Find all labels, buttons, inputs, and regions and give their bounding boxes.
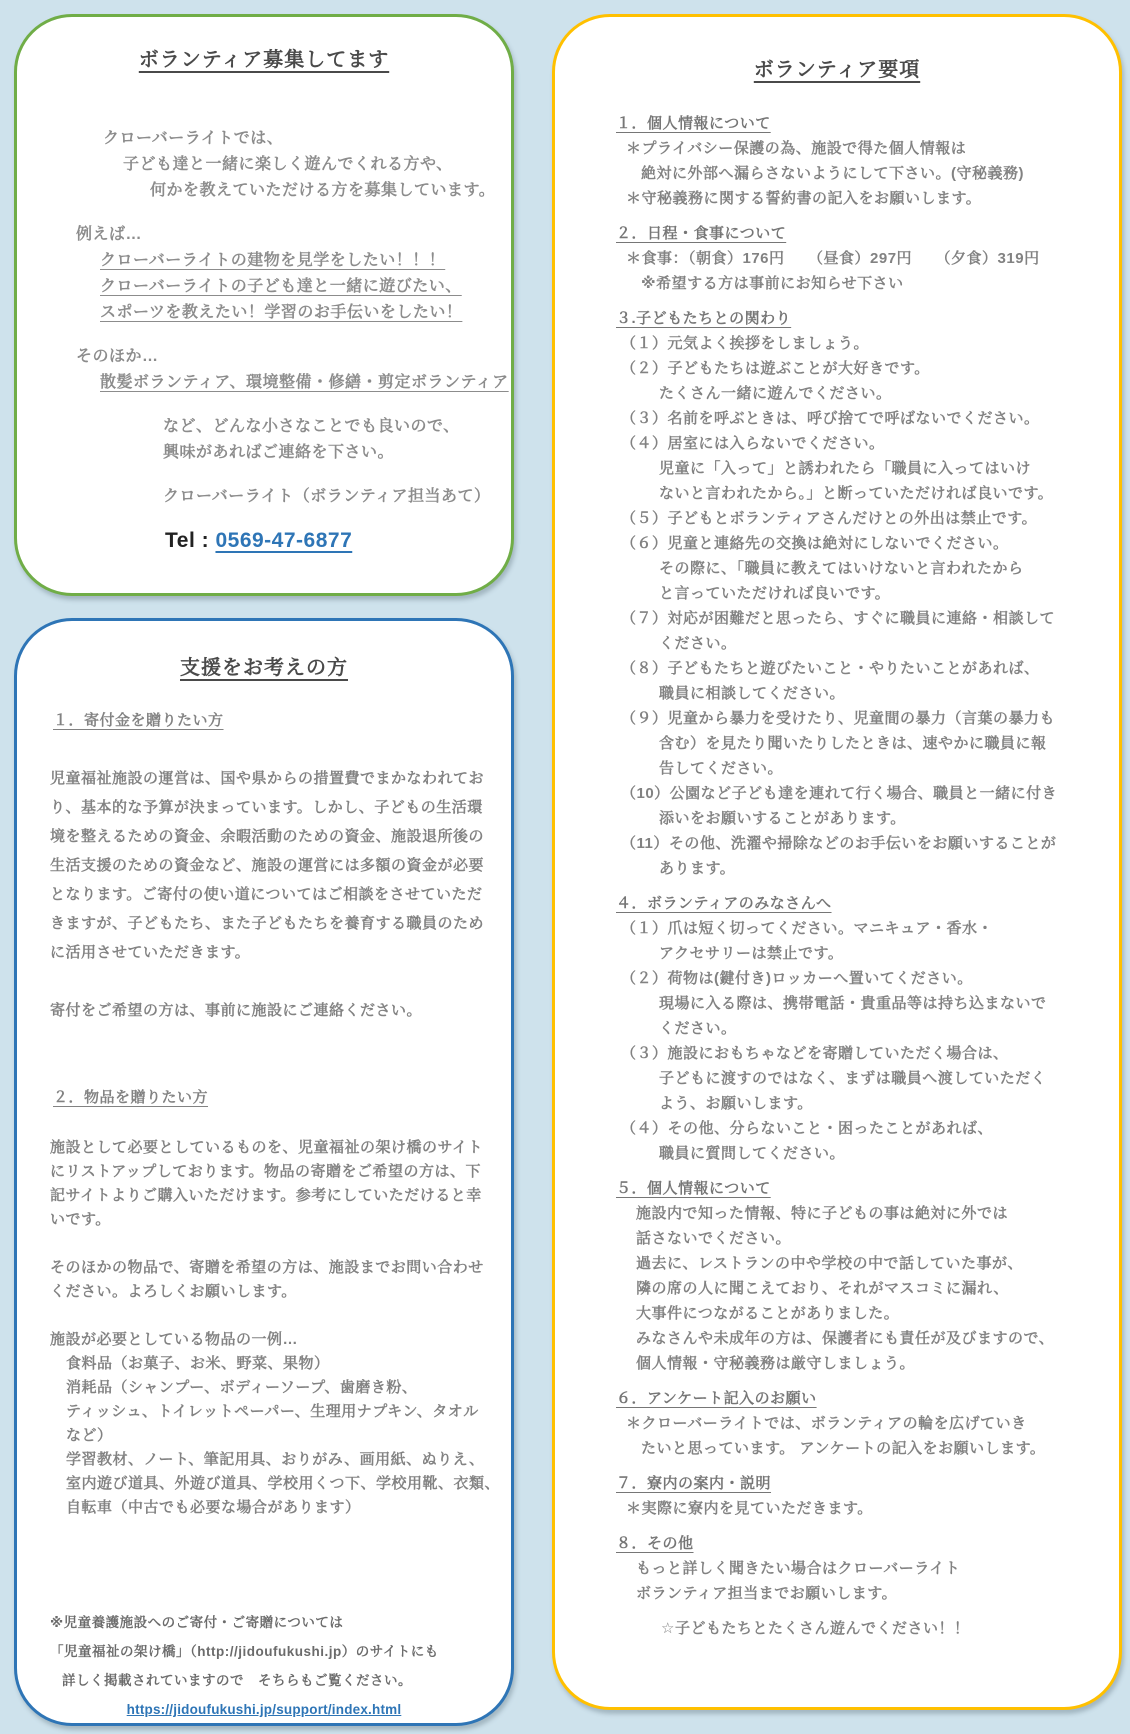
text-line: ２．物品を贈りたい方 [53,1089,209,1106]
text-line: たくさん一緒に遊んでください。 [659,385,892,402]
text-line: 個人情報・守秘義務は厳守しましょう。 [636,1355,916,1372]
text-line: ＊守秘義務に関する誓約書の記入をお願いします。 [626,190,982,207]
text-line: （１）爪は短く切ってください。マニキュア・香水・ [621,920,994,937]
text-line: クローバーライトでは、 [103,130,284,147]
text-line: ＊プライバシー保護の為、施設で得た個人情報は [626,140,967,157]
text-line: （10）公園など子ども達を連れて行く場合、職員と一緒に付き [621,785,1058,802]
text-line: 自転車（中古でも必要な場合があります） [66,1499,361,1516]
text-line [555,1521,1119,1531]
text-line [555,296,1119,306]
text-line: みなさんや未成年の方は、保護者にも責任が及びますので、 [636,1330,1055,1347]
text-line: ください。 [659,1020,737,1037]
text-line: 現場に入る際は、携帯電話・貴重品等は持ち込まないで [659,995,1047,1012]
text-line: そのほかの物品で、寄贈を希望の方は、施設までお問い合わせ [50,1259,484,1276]
text-line: ※児童養護施設へのご寄付・ご寄贈については [50,1615,344,1630]
text-line: 含む）を見たり聞いたりしたときは、速やかに職員に報 [659,735,1047,752]
text-line [17,396,511,414]
text-line [555,1606,1119,1616]
text-line: クローバーライトの建物を見学をしたい！！！ [100,252,446,269]
text-line: ※希望する方は事前にお知らせ下さい [641,275,904,292]
text-line: 施設が必要としている物品の一例… [50,1331,299,1348]
text-line: にリストアップしております。物品の寄贈をご希望の方は、下 [50,1163,482,1180]
text-line: 職員に質問してください。 [659,1145,846,1162]
text-line: （５）子どもとボランティアさんだけとの外出は禁止です。 [621,510,1038,527]
support-link-row [17,1701,511,1719]
text-line [50,967,511,996]
text-line: ボランティア担当までお願いします。 [636,1585,898,1602]
text-line: ください。 [659,635,737,652]
text-line: 散髪ボランティア、環境整備・修繕・剪定ボランティア [100,374,509,391]
text-line: ７．寮内の案内・説明 [616,1475,772,1492]
text-line [555,881,1119,891]
text-line: 学習教材、ノート、筆記用具、おりがみ、画用紙、ぬりえ、 [66,1451,485,1468]
text-line: 大事件につながることがありました。 [636,1305,900,1322]
text-line: 隣の席の人に聞こえており、それがマスコミに漏れ、 [636,1280,1009,1297]
text-line: 絶対に外部へ漏らさないようにして下さい。(守秘義務) [641,165,1024,182]
text-line [50,1304,511,1328]
text-line: 生活支援のための資金など、施設の運営には多額の資金が必要 [50,857,485,874]
text-line: そのほか… [76,348,159,365]
guidelines-card [552,14,1122,1710]
text-line: きますが、子どもたち、また子どもたちを養育する職員のため [50,915,485,932]
text-line: その際に、「職員に教えてはいけないと言われたから [659,560,1024,577]
text-line: （９）児童から暴力を受けたり、児童間の暴力（言葉の暴力も [621,710,1056,727]
text-line: １．個人情報について [616,115,771,132]
text-line: （７）対応が困難だと思ったら、すぐに職員に連絡・相談して [621,610,1056,627]
text-line: 添いをお願いすることがあります。 [659,810,906,827]
text-line [50,1232,511,1256]
text-line [50,1025,511,1054]
text-line: 詳しく掲載されていますので そちらもご覧ください。 [62,1673,412,1688]
text-line: あります。 [659,860,736,877]
text-line: ☆子どもたちとたくさん遊んでください！！ [661,1620,970,1637]
tel-label: Tel : [165,529,210,552]
text-line: ないと言われたから。」と断っていただければ良いです。 [659,485,1054,502]
text-line: 過去に、レストランの中や学校の中で話していた事が、 [636,1255,1024,1272]
text-line: 告してください。 [659,760,784,777]
text-line: たいと思っています。 アンケートの記入をお願いします。 [641,1440,1046,1457]
text-line: など、どんな小さなことでも良いので、 [163,418,460,435]
volunteer-recruit-card [14,14,514,596]
text-line: 記サイトよりご購入いただけます。参考にしていただけると幸 [50,1187,482,1204]
text-line: 境を整えるための資金、余暇活動のための資金、施設退所後の [50,828,485,845]
text-line: ８．その他 [616,1535,694,1552]
text-line: 子どもに渡すのではなく、まずは職員へ渡していただく [659,1070,1047,1087]
text-line: り、基本的な予算が決まっています。しかし、子どもの生活環 [50,799,483,816]
text-line: （３）施設におもちゃなどを寄贈していただく場合は、 [621,1045,1009,1062]
support-card-body [17,706,511,1695]
text-line: ６．アンケート記入のお願い [616,1390,817,1407]
text-line [555,1461,1119,1471]
text-line: ２．日程・食事について [616,225,787,242]
text-line: スポーツを教えたい！学習のお手伝いをしたい！ [100,304,463,321]
text-line: ください。よろしくお願いします。 [50,1283,297,1300]
text-line: 施設として必要としているものを、児童福祉の架け橋のサイト [50,1139,483,1156]
text-line: ＊実際に寮内を見ていただきます。 [626,1500,873,1517]
text-line [555,1376,1119,1386]
text-line: ティッシュ、トイレットペーパー、生理用ナプキン、タオル [66,1403,479,1420]
text-line: 児童に「入って」と誘われたら「職員に入ってはいけ [659,460,1032,477]
text-line: 話さないでください。 [636,1230,792,1247]
text-line [555,1166,1119,1176]
recruit-card-body [17,126,511,510]
text-line: （３）名前を呼ぶときは、呼び捨てで呼ばないでください。 [621,410,1040,427]
text-line: 「児童福祉の架け橋」（http://jidoufukushi.jp）のサイトにも [50,1644,439,1659]
text-line: ５．個人情報について [616,1180,771,1197]
text-line: アクセサリーは禁止です。 [659,945,844,962]
text-line: ３.子どもたちとの関わり [616,310,792,327]
text-line: など） [66,1427,113,1444]
text-line: （４）居室には入らないでください。 [621,435,885,452]
tel-link[interactable]: 0569-47-6877 [215,529,353,552]
text-line: 消耗品（シャンプー、ボディーソープ、歯磨き粉、 [66,1379,418,1396]
text-line: 施設内で知った情報、特に子どもの事は絶対に外では [636,1205,1009,1222]
guidelines-card-title: ボランティア要項 [753,59,921,81]
support-card-title: 支援をお考えの方 [180,657,348,679]
text-line: に活用させていただきます。 [50,944,251,961]
text-line: （１）元気よく挨拶をしましょう。 [621,335,870,352]
text-line: よう、お願いします。 [659,1095,813,1112]
text-line: 児童福祉施設の運営は、国や県からの措置費でまかなわれてお [50,770,485,787]
text-line: ＊食事：（朝食）176円 （昼食）297円 （夕食）319円 [626,250,1040,267]
support-card [14,618,514,1726]
text-line [50,735,511,764]
text-line: 寄付をご希望の方は、事前に施設にご連絡ください。 [50,1002,423,1019]
text-line [50,1112,511,1136]
text-line: ４．ボランティアのみなさんへ [616,895,832,912]
text-line [555,211,1119,221]
text-line: 室内遊び道具、外遊び道具、学校用くつ下、学校用靴、衣類、 [66,1475,501,1492]
text-line [17,204,511,222]
text-line: （４）その他、分らないこと・困ったことがあれば、 [621,1120,994,1137]
text-line [50,1054,511,1083]
text-line [17,326,511,344]
text-line: （２）子どもたちは遊ぶことが大好きです。 [621,360,930,377]
text-line: 職員に相談してください。 [659,685,846,702]
text-line: 例えば… [76,226,143,243]
text-line [17,466,511,484]
text-line: ＊クローバーライトでは、ボランティアの輪を広げていき [626,1415,1027,1432]
support-site-link[interactable]: https://jidoufukushi.jp/support/index.html [126,1702,402,1717]
text-line: 興味があればご連絡を下さい。 [163,444,395,461]
text-line: （11）その他、洗濯や掃除などのお手伝いをお願いすることが [621,835,1057,852]
text-line: となります。ご寄付の使い道についてはご相談をさせていただ [50,886,483,903]
text-line: いです。 [50,1211,111,1228]
tel-row [165,529,511,553]
text-line: クローバーライトの子ども達と一緒に遊びたい、 [100,278,462,295]
guidelines-card-body [555,111,1119,1641]
recruit-card-title: ボランティア募集してます [138,49,390,71]
text-line: 何かを教えていただける方を募集しています。 [150,182,496,199]
text-line: 食料品（お菓子、お米、野菜、果物） [66,1355,330,1372]
text-line: （２）荷物は(鍵付き)ロッカーへ置いてください。 [621,970,973,987]
text-line: と言っていただければ良いです。 [659,585,891,602]
text-line: クローバーライト（ボランティア担当あて） [163,488,491,505]
text-line [50,1520,511,1608]
text-line: （６）児童と連絡先の交換は絶対にしないでください。 [621,535,1009,552]
text-line: （８）子どもたちと遊びたいこと・やりたいことがあれば、 [621,660,1040,677]
text-line: もっと詳しく聞きたい場合はクローバーライト [636,1560,961,1577]
text-line: １．寄付金を贈りたい方 [53,712,224,729]
text-line: 子ども達と一緒に楽しく遊んでくれる方や、 [123,156,453,173]
